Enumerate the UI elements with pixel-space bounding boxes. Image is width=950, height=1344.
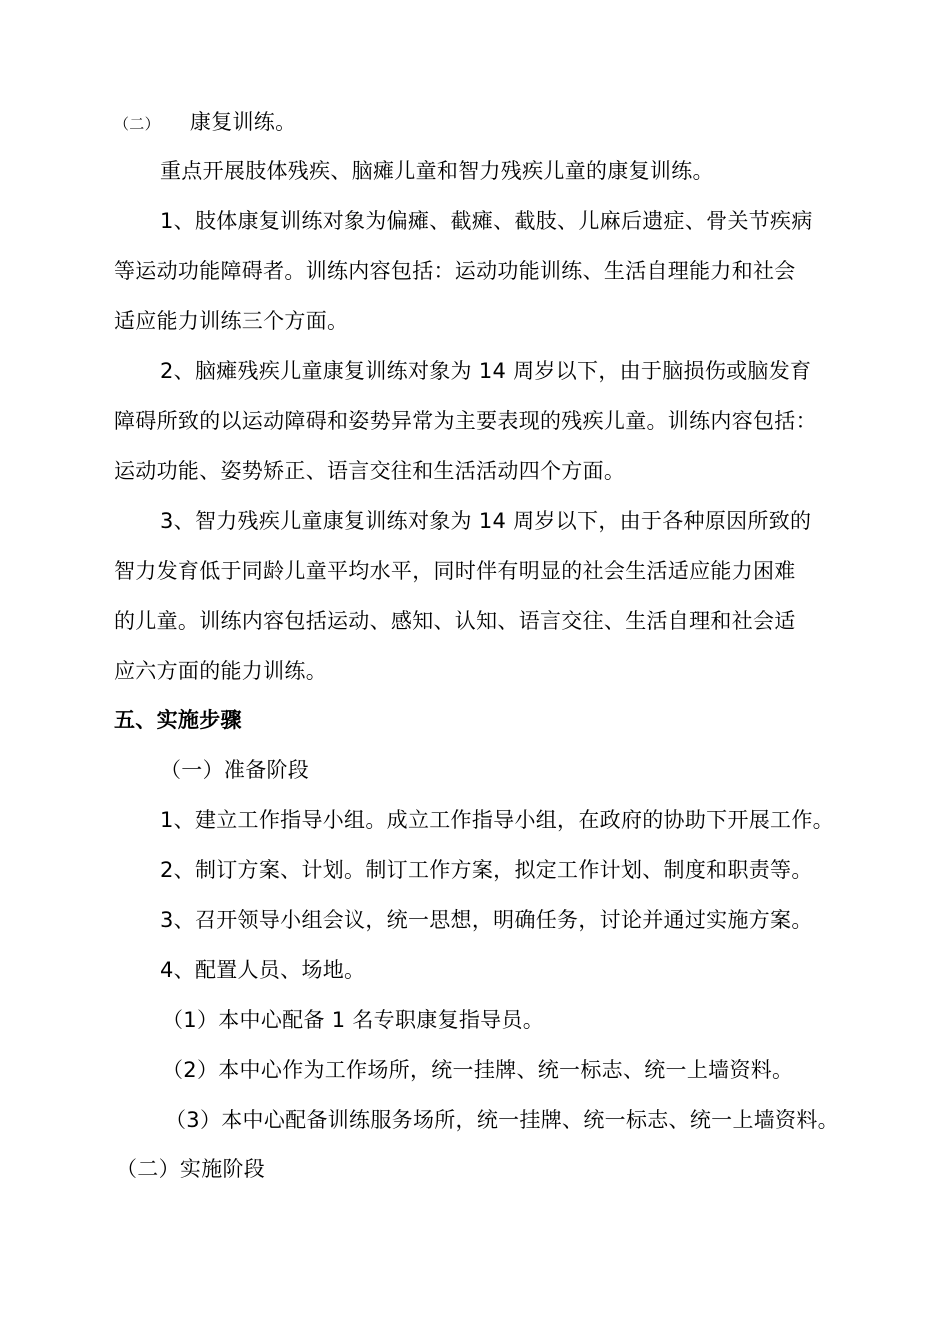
paragraph-line: 智力发育低于同龄儿童平均水平，同时伴有明显的社会生活适应能力困难 bbox=[114, 559, 796, 583]
sub-step-item: （1）本中心配备 1 名专职康复指导员。 bbox=[162, 1008, 545, 1032]
section-title: 康复训练。 bbox=[189, 110, 297, 134]
paragraph-line: 2、脑瘫残疾儿童康复训练对象为 14 周岁以下，由于脑损伤或脑发育 bbox=[160, 359, 812, 383]
sub-step-item: （2）本中心作为工作场所，统一挂牌、统一标志、统一上墙资料。 bbox=[162, 1058, 794, 1082]
section-heading-rehab bbox=[114, 97, 844, 147]
section-five-heading: 五、实施步骤 bbox=[114, 708, 242, 732]
stage1-heading: （一）准备阶段 bbox=[160, 758, 310, 782]
paragraph-line: 3、智力残疾儿童康复训练对象为 14 周岁以下，由于各种原因所致的 bbox=[160, 509, 812, 533]
sub-step-item: （3）本中心配备训练服务场所，统一挂牌、统一标志、统一上墙资料。 bbox=[165, 1108, 839, 1132]
step-item: 3、召开领导小组会议，统一思想，明确任务，讨论并通过实施方案。 bbox=[160, 908, 813, 932]
paragraph-line: 应六方面的能力训练。 bbox=[114, 659, 327, 683]
paragraph-intro: 重点开展肢体残疾、脑瘫儿童和智力残疾儿童的康复训练。 bbox=[160, 159, 714, 183]
section-number: （二） bbox=[114, 115, 160, 133]
step-item: 1、建立工作指导小组。成立工作指导小组，在政府的协助下开展工作。 bbox=[160, 808, 834, 832]
stage2-heading: （二）实施阶段 bbox=[116, 1157, 266, 1181]
paragraph-line: 等运动功能障碍者。训练内容包括：运动功能训练、生活自理能力和社会 bbox=[114, 259, 796, 283]
paragraph-line: 适应能力训练三个方面。 bbox=[114, 309, 349, 333]
step-item: 4、配置人员、场地。 bbox=[160, 958, 366, 982]
step-item: 2、制订方案、计划。制订工作方案，拟定工作计划、制度和职责等。 bbox=[160, 858, 813, 882]
paragraph-line: 1、肢体康复训练对象为偏瘫、截瘫、截肢、儿麻后遗症、骨关节疾病 bbox=[160, 209, 813, 233]
paragraph-line: 运动功能、姿势矫正、语言交往和生活活动四个方面。 bbox=[114, 459, 626, 483]
paragraph-line: 的儿童。训练内容包括运动、感知、认知、语言交往、生活自理和社会适 bbox=[114, 609, 796, 633]
paragraph-line: 障碍所致的以运动障碍和姿势异常为主要表现的残疾儿童。训练内容包括： bbox=[114, 409, 817, 433]
